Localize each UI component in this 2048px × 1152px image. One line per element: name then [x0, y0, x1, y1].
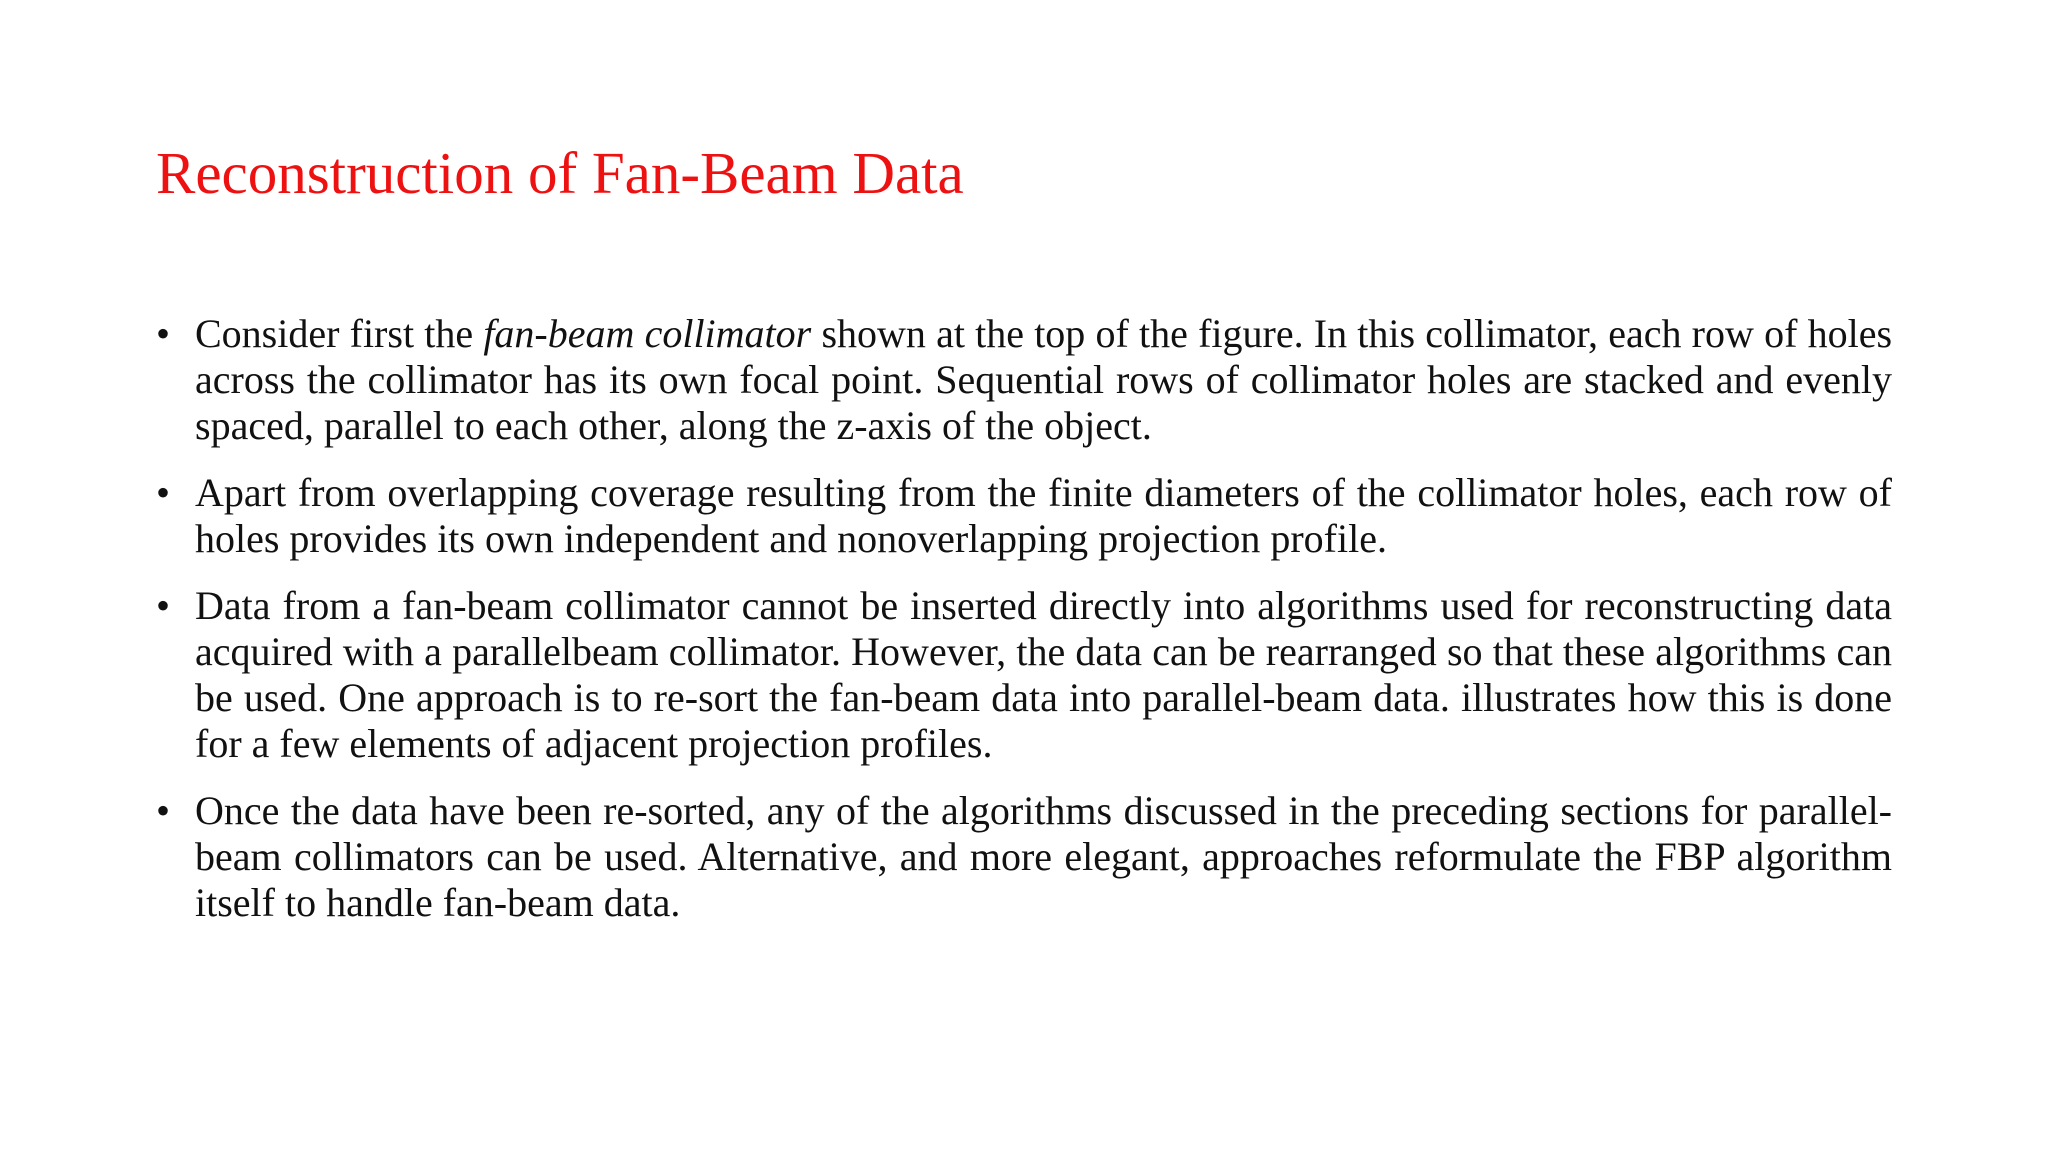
bullet-text: shown at the top of the figure. In this collimator, each row of holes across the collimator has its own focal point. Sequential rows of collimator holes are stacked and evenly spaced, parallel to each other, along the z-axis of the object. [195, 311, 1893, 448]
bullet-dot: • [156, 583, 171, 628]
bullet-item [156, 470, 1892, 562]
bullet-dot: • [156, 788, 171, 833]
bullet-dot: • [156, 470, 171, 515]
bullet-text: Apart from overlapping coverage resulting from the finite diameters of the collimator holes, each row of holes provides its own independent and nonoverlapping projection profile. [195, 470, 1892, 561]
bullet-text: Once the data have been re-sorted, any of the algorithms discussed in the preceding sections for parallel-beam collimators can be used. Alternative, and more elegant, approaches reformulate the FBP algorithm itself to handle fan-beam data. [195, 788, 1892, 925]
bullet-item [156, 788, 1892, 926]
bullet-item [156, 311, 1892, 449]
bullet-text-italic: fan-beam collimator [483, 311, 812, 356]
bullet-dot: • [156, 311, 171, 356]
slide-title: Reconstruction of Fan-Beam Data [156, 140, 964, 206]
bullet-list [156, 311, 1892, 947]
bullet-text: Data from a fan-beam collimator cannot be inserted directly into algorithms used for reconstructing data acquired with a parallelbeam collimator. However, the data can be rearranged so that these algorithms can be used. One approach is to re-sort the fan-beam data into parallel-beam data. illustrates how this is done for a few elements of adjacent projection profiles. [195, 583, 1892, 766]
bullet-text: Consider first the [195, 311, 484, 356]
bullet-item [156, 583, 1892, 767]
